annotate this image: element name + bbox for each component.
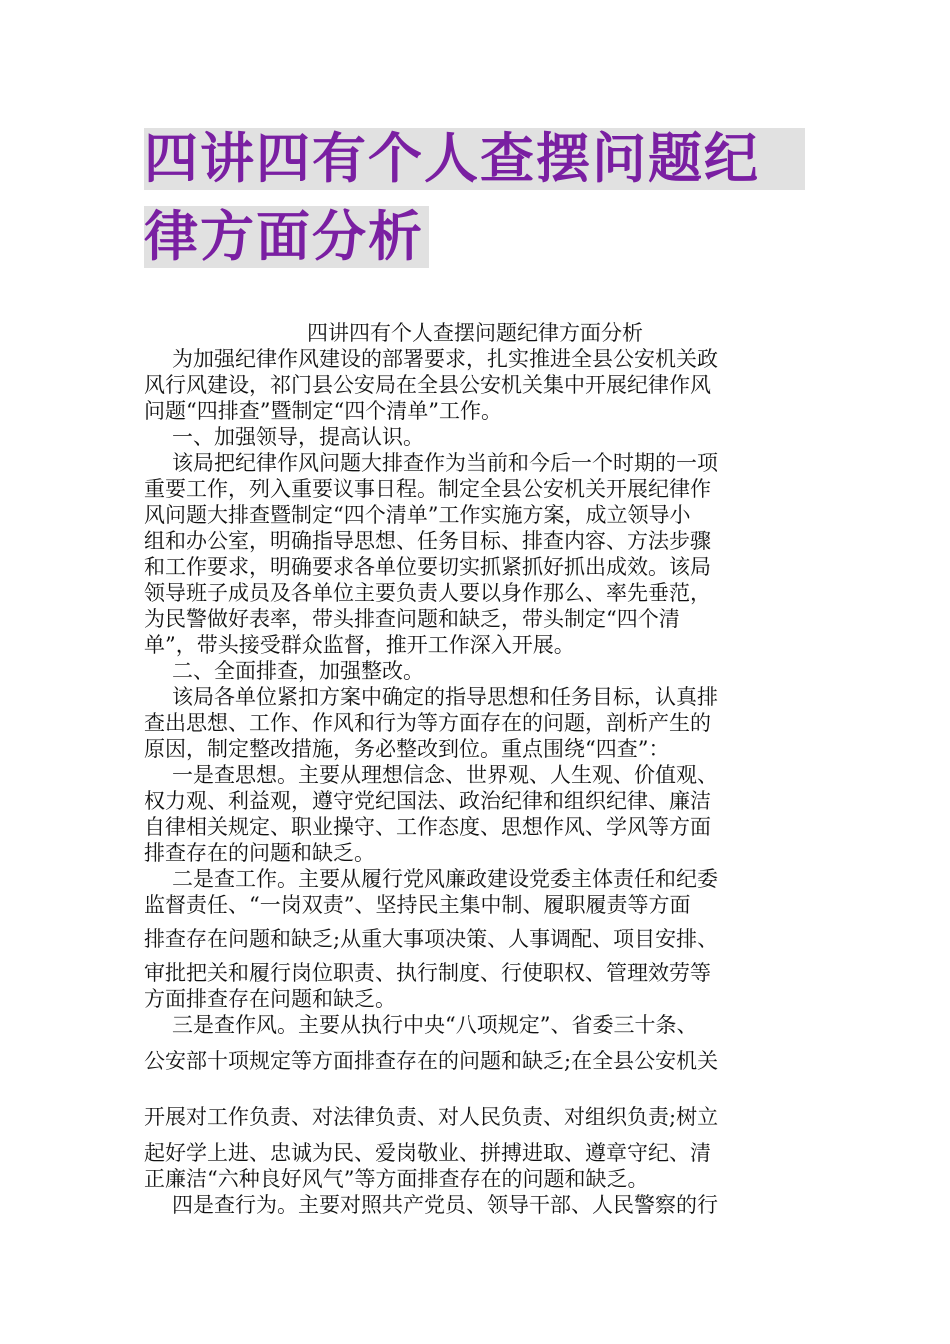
section-heading-2: 二、全面排查，加强整改。 xyxy=(172,659,424,683)
body-line: 和工作要求，明确要求各单位要切实抓紧抓好抓出成效。该局 xyxy=(144,555,711,579)
body-line: 二是查工作。主要从履行党风廉政建设党委主体责任和纪委 xyxy=(172,867,718,891)
body-line: 权力观、利益观，遵守党纪国法、政治纪律和组织纪律、廉洁 xyxy=(144,789,711,813)
body-line: 监督责任、“一岗双责”、坚持民主集中制、履职履责等方面 xyxy=(144,893,691,917)
body-line: 开展对工作负责、对法律负责、对人民负责、对组织负责;树立 xyxy=(144,1105,719,1129)
body-line: 该局把纪律作风问题大排查作为当前和今后一个时期的一项 xyxy=(172,451,718,475)
body-line: 一是查思想。主要从理想信念、世界观、人生观、价值观、 xyxy=(172,763,718,787)
body-line: 重要工作，列入重要议事日程。制定全县公安机关开展纪律作 xyxy=(144,477,711,501)
body-line: 三是查作风。主要从执行中央“八项规定”、省委三十条、 xyxy=(172,1013,698,1037)
body-line: 四是查行为。主要对照共产党员、领导干部、人民警察的行 xyxy=(172,1193,718,1217)
body-line: 领导班子成员及各单位主要负责人要以身作那么、率先垂范， xyxy=(144,581,711,605)
body-line: 方面排查存在问题和缺乏。 xyxy=(144,987,396,1011)
body-line: 问题“四排查”暨制定“四个清单”工作。 xyxy=(144,399,502,423)
body-line: 起好学上进、忠诚为民、爱岗敬业、拼搏进取、遵章守纪、清 xyxy=(144,1141,711,1165)
document-title-line-1: 四讲四有个人查摆问题纪 xyxy=(144,128,805,190)
body-line: 为加强纪律作风建设的部署要求，扎实推进全县公安机关政 xyxy=(172,347,718,371)
document-title-line-2: 律方面分析 xyxy=(144,206,429,268)
body-line: 排查存在的问题和缺乏。 xyxy=(144,841,375,865)
body-line: 单”，带头接受群众监督，推开工作深入开展。 xyxy=(144,633,575,657)
body-line: 自律相关规定、职业操守、工作态度、思想作风、学风等方面 xyxy=(144,815,711,839)
body-heading: 四讲四有个人查摆问题纪律方面分析 xyxy=(307,321,643,345)
body-line: 正廉洁“六种良好风气”等方面排查存在的问题和缺乏。 xyxy=(144,1167,649,1191)
body-line: 组和办公室，明确指导思想、任务目标、排查内容、方法步骤 xyxy=(144,529,711,553)
body-line: 原因，制定整改措施，务必整改到位。重点围绕“四查”： xyxy=(144,737,670,761)
body-line: 公安部十项规定等方面排查存在的问题和缺乏;在全县公安机关 xyxy=(144,1049,719,1073)
body-line: 查出思想、工作、作风和行为等方面存在的问题，剖析产生的 xyxy=(144,711,711,735)
section-heading-1: 一、加强领导，提高认识。 xyxy=(172,425,424,449)
body-line: 为民警做好表率，带头排查问题和缺乏，带头制定“四个清 xyxy=(144,607,680,631)
body-line: 风行风建设，祁门县公安局在全县公安机关集中开展纪律作风 xyxy=(144,373,711,397)
body-line: 该局各单位紧扣方案中确定的指导思想和任务目标，认真排 xyxy=(172,685,718,709)
body-line: 排查存在问题和缺乏;从重大事项决策、人事调配、项目安排、 xyxy=(144,927,719,951)
body-line: 审批把关和履行岗位职责、执行制度、行使职权、管理效劳等 xyxy=(144,961,711,985)
body-line: 风问题大排查暨制定“四个清单”工作实施方案，成立领导小 xyxy=(144,503,691,527)
